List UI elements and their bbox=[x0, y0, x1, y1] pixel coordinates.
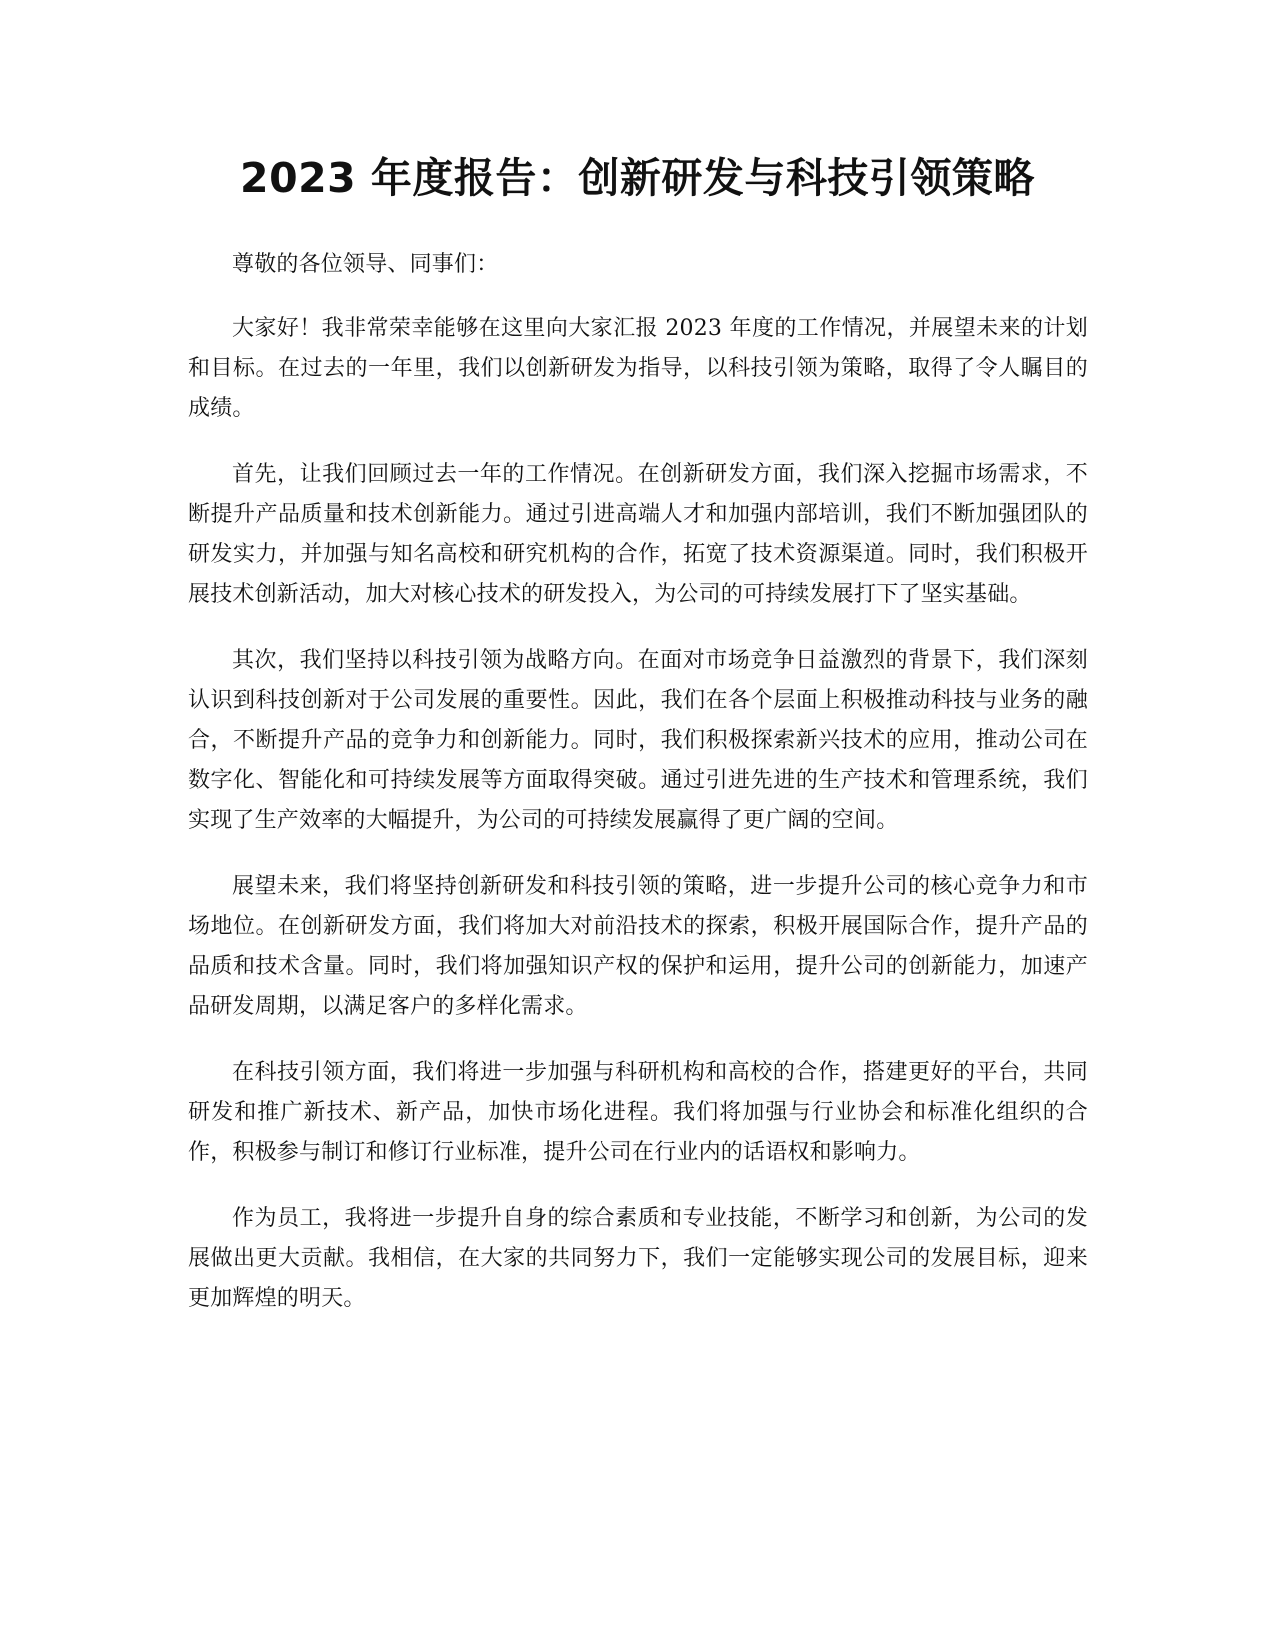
paragraph-tech-leadership: 在科技引领方面，我们将进一步加强与科研机构和高校的合作，搭建更好的平台，共同研发和推广新技术、新产品，加快市场化进程。我们将加强与行业协会和标准化组织的合作，积极参与制订和修订行业标准，提升公司在行业内的话语权和影响力。 bbox=[188, 1060, 1088, 1165]
paragraph-greeting: 大家好！我非常荣幸能够在这里向大家汇报 2023 年度的工作情况，并展望未来的计划和目标。在过去的一年里，我们以创新研发为指导，以科技引领为策略，取得了令人瞩目的成绩。 bbox=[188, 316, 1088, 421]
paragraph-salutation: 尊敬的各位领导、同事们： bbox=[232, 252, 499, 277]
paragraph-closing: 作为员工，我将进一步提升自身的综合素质和专业技能，不断学习和创新，为公司的发展做出更大贡献。我相信，在大家的共同努力下，我们一定能够实现公司的发展目标，迎来更加辉煌的明天。 bbox=[188, 1206, 1088, 1311]
paragraph-strategy: 其次，我们坚持以科技引领为战略方向。在面对市场竞争日益激烈的背景下，我们深刻认识到科技创新对于公司发展的重要性。因此，我们在各个层面上积极推动科技与业务的融合，不断提升产品的竞争力和创新能力。同时，我们积极探索新兴技术的应用，推动公司在数字化、智能化和可持续发展等方面取得突破。通过引进先进的生产技术和管理系统，我们实现了生产效率的大幅提升，为公司的可持续发展赢得了更广阔的空间。 bbox=[188, 648, 1088, 833]
paragraph-review: 首先，让我们回顾过去一年的工作情况。在创新研发方面，我们深入挖掘市场需求，不断提升产品质量和技术创新能力。通过引进高端人才和加强内部培训，我们不断加强团队的研发实力，并加强与知名高校和研究机构的合作，拓宽了技术资源渠道。同时，我们积极开展技术创新活动，加大对核心技术的研发投入，为公司的可持续发展打下了坚实基础。 bbox=[188, 462, 1088, 607]
document-body bbox=[188, 245, 1088, 1345]
paragraph-outlook: 展望未来，我们将坚持创新研发和科技引领的策略，进一步提升公司的核心竞争力和市场地位。在创新研发方面，我们将加大对前沿技术的探索，积极开展国际合作，提升产品的品质和技术含量。同时，我们将加强知识产权的保护和运用，提升公司的创新能力，加速产品研发周期，以满足客户的多样化需求。 bbox=[188, 874, 1088, 1019]
document-title: 2023 年度报告：创新研发与科技引领策略 bbox=[240, 154, 1035, 202]
